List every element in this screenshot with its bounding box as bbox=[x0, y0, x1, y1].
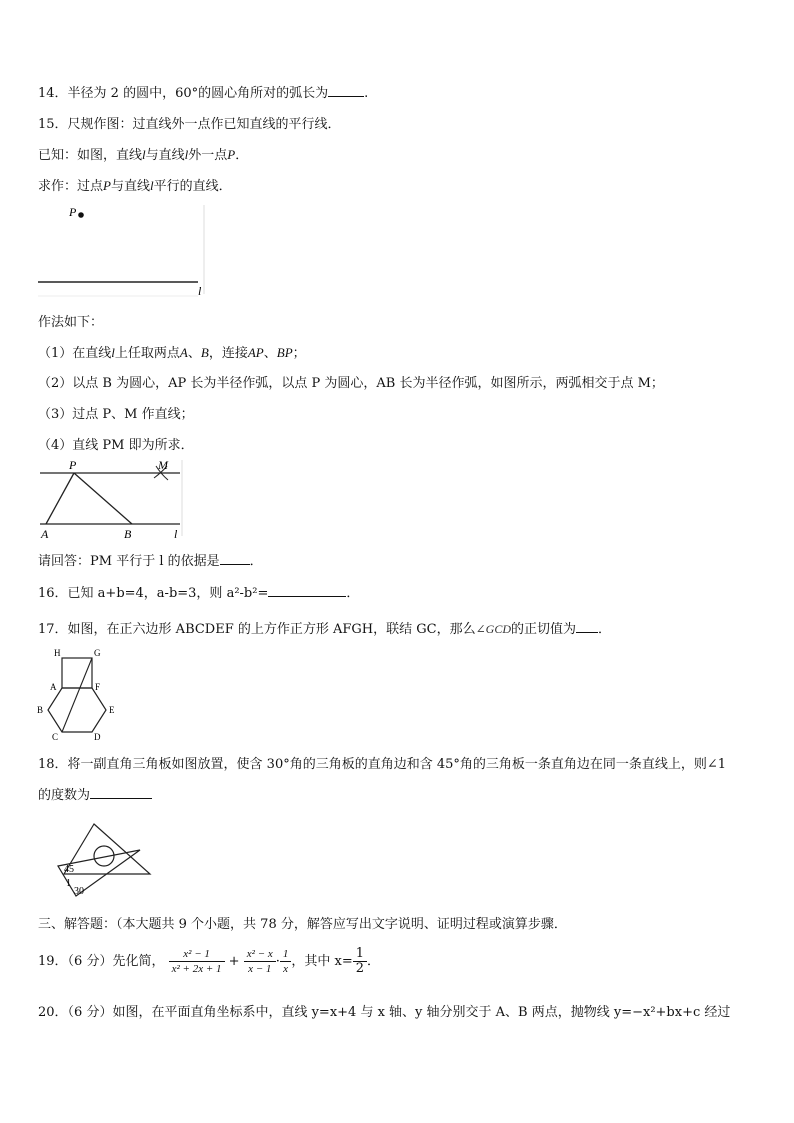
q19-f1-num: x² − 1 bbox=[169, 947, 225, 962]
fig1-label-p: P bbox=[69, 205, 77, 219]
fig2-label-a: A bbox=[41, 527, 49, 541]
q18-label-1: 1 bbox=[66, 878, 71, 889]
q15-step1 bbox=[38, 344, 306, 363]
q20-number: 20． bbox=[38, 1005, 68, 1020]
q17-text2: 的正切值为 bbox=[511, 622, 577, 637]
q15-given-dot: ． bbox=[235, 148, 249, 163]
q17-angle: ∠GCD bbox=[475, 622, 511, 636]
q15-step1-A: A bbox=[179, 345, 188, 360]
q17-text: 如图，在正六边形 ABCDEF 的上方作正方形 AFGH，联结 GC，那么 bbox=[67, 622, 476, 637]
q19-plus: + bbox=[228, 954, 240, 969]
q17-answer-blank[interactable] bbox=[576, 620, 598, 633]
q15-figure-1 bbox=[36, 202, 208, 300]
q19-number: 19． bbox=[38, 954, 68, 969]
q20 bbox=[38, 1004, 730, 1022]
q14-end: . bbox=[364, 86, 369, 101]
q15-title bbox=[38, 116, 341, 134]
q17-end: ． bbox=[598, 622, 612, 637]
q17-label-c: C bbox=[52, 732, 59, 742]
q19-text: 先化简， bbox=[112, 954, 165, 969]
fig1-label-l: l bbox=[198, 284, 202, 298]
q19-f3-den: x bbox=[283, 963, 289, 975]
q14 bbox=[38, 84, 368, 103]
q15-ask-p: P bbox=[103, 178, 111, 193]
q17-label-d: D bbox=[94, 732, 101, 742]
q15-step4: （4）直线 PM 即为所求． bbox=[38, 438, 194, 453]
q15-answer-text: 请回答：PM 平行于 l 的依据是 bbox=[38, 554, 220, 569]
q17-label-b: B bbox=[37, 705, 44, 715]
q15-ask bbox=[38, 177, 232, 196]
q15-answer-end: ． bbox=[249, 554, 263, 569]
q15-given-l: l bbox=[142, 147, 146, 162]
q17-label-f: F bbox=[95, 682, 101, 692]
q15-step1-l: l bbox=[111, 345, 115, 360]
q15-ask-end: 平行的直线． bbox=[153, 179, 232, 194]
q15-given-mid: 与直线 bbox=[145, 148, 185, 163]
q15-answer bbox=[38, 552, 263, 571]
q15-step1-e: 、 bbox=[263, 346, 277, 361]
q18-line2 bbox=[38, 786, 152, 805]
q19-f2-den: x − 1 bbox=[248, 963, 272, 975]
q15-method: 作法如下： bbox=[38, 315, 104, 330]
q18-triangle-45 bbox=[64, 824, 150, 874]
q15-step1-B: B bbox=[200, 345, 209, 360]
fig2-label-b: B bbox=[124, 527, 132, 541]
q17-label-g: G bbox=[94, 648, 101, 658]
q19-fraction-1 bbox=[169, 947, 225, 976]
q20-text: 如图，在平面直角坐标系中，直线 y=x+4 与 x 轴、y 轴分别交于 A、B 两点，抛物线 y=−x²+bx+c 经过 bbox=[112, 1005, 731, 1020]
q15-step1-AP: AP bbox=[247, 345, 264, 360]
q19-f3-num: 1 bbox=[280, 947, 292, 962]
q16 bbox=[38, 584, 359, 603]
q18-number: 18． bbox=[38, 757, 68, 772]
q18-label-45: 45 bbox=[64, 864, 74, 875]
q19-f2-num: x² − x bbox=[244, 947, 276, 962]
q18-line1 bbox=[38, 756, 726, 774]
q15-given-end: 外一点 bbox=[188, 148, 228, 163]
q19-dot: · bbox=[275, 954, 280, 969]
fig2-segment-bp bbox=[74, 473, 132, 524]
q16-text: 已知 a+b=4，a-b=3，则 a²-b²= bbox=[67, 586, 269, 601]
q19-fraction-2 bbox=[244, 947, 276, 976]
q16-number: 16． bbox=[38, 586, 68, 601]
q19 bbox=[38, 944, 380, 980]
q17-square bbox=[62, 658, 92, 688]
q19-fraction-3 bbox=[280, 947, 292, 976]
q18-text: 将一副直角三角板如图放置，使含 30°角的三角板的直角边和含 45°角的三角板一条直角边在同一条直线上，则∠1 bbox=[67, 757, 727, 772]
q17-number: 17． bbox=[38, 622, 68, 637]
q17-label-e: E bbox=[109, 705, 115, 715]
fig2-label-p: P bbox=[69, 458, 77, 472]
q19-fraction-4 bbox=[353, 947, 367, 976]
q15-step1-c: 、 bbox=[187, 346, 201, 361]
q15-step1-d: ，连接 bbox=[208, 346, 248, 361]
fig2-label-l: l bbox=[174, 527, 178, 541]
q19-f4-den: 2 bbox=[355, 961, 364, 976]
q19-score: （6 分） bbox=[67, 954, 113, 969]
q15-step1-BP: BP bbox=[276, 345, 293, 360]
q15-answer-blank[interactable] bbox=[220, 552, 250, 565]
q15-ask-mid: 与直线 bbox=[110, 179, 150, 194]
q15-given bbox=[38, 146, 248, 165]
q15-number: 15． bbox=[38, 117, 68, 132]
q16-answer-blank[interactable] bbox=[268, 584, 346, 597]
q17-segment-gc bbox=[62, 658, 92, 732]
fig2-label-m: M bbox=[158, 458, 168, 472]
q14-answer-blank[interactable] bbox=[328, 84, 364, 97]
q15-given-p: P bbox=[227, 147, 236, 162]
q15-figure-2 bbox=[36, 458, 186, 542]
q15-step1-b: 上任取两点 bbox=[114, 346, 180, 361]
q19-f1-den: x² + 2x + 1 bbox=[171, 963, 222, 975]
q15-given-l2: l bbox=[184, 147, 189, 162]
q19-condition: ，其中 x= bbox=[291, 954, 353, 969]
section-3-heading: 三、解答题：（本大题共 9 个小题，共 78 分，解答应写出文字说明、证明过程或演算步骤． bbox=[38, 917, 567, 932]
q19-end: ． bbox=[367, 954, 381, 969]
fig2-segment-ap bbox=[46, 473, 74, 524]
q15-step2: （2）以点 B 为圆心，AP 长为半径作弧，以点 P 为圆心，AB 长为半径作弧，如图所示，两弧相交于点 M； bbox=[38, 376, 664, 391]
q18-text2: 的度数为 bbox=[38, 788, 91, 803]
q15-title-text: 尺规作图：过直线外一点作已知直线的平行线． bbox=[67, 117, 341, 132]
q15-ask-text: 求作：过点 bbox=[38, 179, 104, 194]
q15-given-text: 已知：如图，直线 bbox=[38, 148, 143, 163]
q15-step1-f: ； bbox=[292, 346, 306, 361]
q15-step1-a: （1）在直线 bbox=[38, 346, 112, 361]
q18-label-30: 30 bbox=[74, 886, 84, 897]
fig1-point-p bbox=[78, 212, 84, 218]
q20-score: （6 分） bbox=[67, 1005, 113, 1020]
q17-figure bbox=[34, 644, 124, 744]
q16-end: ． bbox=[346, 586, 360, 601]
q15-step3: （3）过点 P、M 作直线； bbox=[38, 407, 194, 422]
q17-label-a: A bbox=[50, 682, 57, 692]
q17-label-h: H bbox=[54, 648, 61, 658]
q15-ask-l: l bbox=[149, 178, 154, 193]
q14-number: 14． bbox=[38, 86, 68, 101]
q14-text: 半径为 2 的圆中，60°的圆心角所对的弧长为 bbox=[67, 86, 329, 101]
q17 bbox=[38, 620, 611, 639]
q18-answer-blank[interactable] bbox=[90, 786, 152, 799]
q19-f4-num: 1 bbox=[353, 947, 367, 962]
q18-figure bbox=[52, 820, 156, 900]
